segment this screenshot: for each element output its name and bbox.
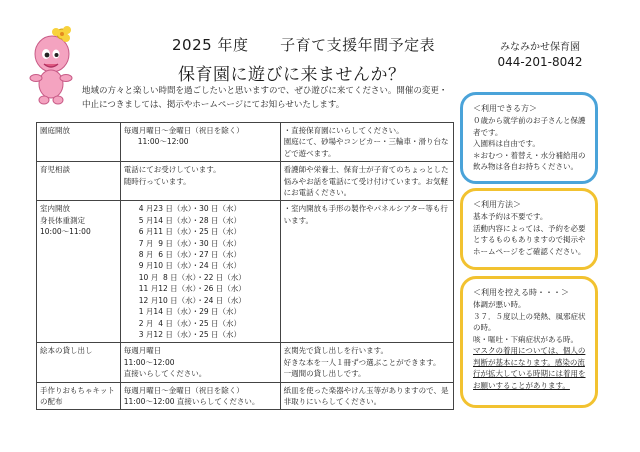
- refrain-line: 体調が悪い時。: [473, 300, 526, 309]
- note-line: ・室内開放も手形の製作やパネルシアター等も行います。: [283, 204, 448, 225]
- eligible-line: ０歳から就学前のお子さんと保護者です。: [473, 116, 586, 137]
- usage-line: 活動内容によっては、予約を必要とするものもありますので掲示やホームページをご確認ください。: [473, 223, 586, 256]
- schedule-line: 11:00～12:00 直接いらしてください。: [123, 396, 260, 406]
- refrain-box: [460, 276, 598, 408]
- note-line: 園庭にて、砂場やコンビカー・三輪車・滑り台などで遊べます。: [283, 137, 449, 158]
- mascot-illustration: [22, 24, 80, 108]
- row-schedule: [120, 123, 280, 162]
- note-line: 玄関先で貸し出しを行います。: [283, 346, 389, 356]
- table-row: [37, 201, 454, 343]
- date-line: 5 月14 日（水）・28 日（水）: [138, 215, 242, 225]
- table-row: [37, 382, 454, 410]
- usage-title: ＜利用方法＞: [473, 200, 521, 209]
- refrain-line: ３７．５度以上の発熱、風邪症状の時。: [473, 311, 586, 332]
- date-line: 4 月23 日（水）・30 日（水）: [138, 204, 242, 214]
- eligible-box: [460, 92, 598, 184]
- table-row: [37, 162, 454, 201]
- note-line: 看護師や栄養士、保育士が子育てのちょっとした悩みやお話を電話にて受け付けています。お気軽にお電話ください。: [283, 165, 449, 198]
- schedule-line: 電話にてお受けしています。: [123, 165, 221, 175]
- date-line: 8 月 6 日（水）・27 日（水）: [138, 250, 242, 260]
- page-title: [172, 34, 435, 55]
- row-name: [37, 343, 121, 382]
- row-name-text: 室内開放: [40, 204, 70, 214]
- table-row: [37, 343, 454, 382]
- row-name-sub: 身長体重測定: [40, 215, 85, 225]
- refrain-line: 咳・嘔吐・下痢症状がある時。: [473, 334, 578, 344]
- row-schedule: [120, 162, 280, 201]
- eligible-title: ＜利用できる方＞: [473, 104, 537, 113]
- eligible-line: 入園料は自由です。: [473, 139, 540, 148]
- row-name: [37, 162, 121, 201]
- headline: 保育園に遊びに来ませんか？: [178, 65, 406, 85]
- schedule-line: 11:00～12:00: [137, 137, 189, 147]
- date-line: 12 月10 日（水）・24 日（水）: [138, 295, 246, 305]
- row-name-sub: 10:00～11:00: [40, 227, 91, 237]
- refrain-underlined-note: マスクの着用については、個人の判断が基本になります。感染の流行が拡大している時期には着用をお願いすることがあります。: [473, 346, 586, 390]
- row-dates: [120, 201, 280, 343]
- date-line: 3 月12 日（水）・25 日（水）: [138, 329, 242, 339]
- date-line: 7 月 9 日（水）・30 日（水）: [138, 238, 242, 248]
- schedule-line: 毎週月曜日～金曜日（祝日を除く）: [123, 385, 244, 395]
- schedule-line: 毎週月曜日: [123, 346, 162, 356]
- row-name-text: 育児相談: [40, 165, 70, 175]
- schedule-line: 随時行っています。: [123, 176, 191, 186]
- row-name: [37, 382, 121, 410]
- usage-box: [460, 188, 598, 270]
- row-notes: [280, 343, 453, 382]
- date-line: 6 月11 日（水）・25 日（水）: [138, 227, 242, 237]
- date-line: 9 月10 日（水）・24 日（水）: [138, 261, 242, 271]
- schedule-line: 直接いらしてください。: [123, 369, 207, 379]
- note-line: 好きな本を一人１冊ずつ選ぶことができます。: [283, 357, 441, 367]
- schedule-table: [36, 122, 454, 410]
- intro-text: 地域の方々と楽しい時間を過ごしたいと思いますので、ぜひ遊びに来てください。開催の変更・中止につきましては、掲示やホームページにてお知らせいたします。: [82, 86, 448, 110]
- title-text: 子育て支援年間予定表: [280, 36, 436, 54]
- schedule-line: 毎週月曜日～金曜日（祝日を除く）: [123, 126, 244, 135]
- row-name-text: 手作りおもちゃキットの配布: [40, 385, 115, 406]
- row-name: [37, 123, 121, 162]
- eligible-line: ＊おむつ・着替え・水分補給用の飲み物は各自お持ちください。: [473, 150, 586, 171]
- row-name-text: 園庭開放: [40, 126, 70, 135]
- note-line: 一週間の貸し出しです。: [283, 369, 366, 379]
- note-line: 紙皿を使った楽器やけん玉等がありますので、是非取りにいらしてください。: [283, 385, 449, 406]
- date-line: 11 月12 日（水）・26 日（水）: [138, 284, 246, 294]
- refrain-title: ＜利用を控える時・・・＞: [473, 288, 569, 297]
- row-name-text: 絵本の貸し出し: [40, 346, 93, 356]
- row-notes: [280, 123, 453, 162]
- row-notes: [280, 162, 453, 201]
- row-schedule: [120, 343, 280, 382]
- nursery-name: みなみかせ保育園: [500, 42, 580, 53]
- title-year: 2025 年度: [172, 36, 249, 54]
- date-line: 2 月 4 日（水）・25 日（水）: [138, 318, 242, 328]
- table-row: [37, 123, 454, 162]
- row-schedule: [120, 382, 280, 410]
- note-line: ・直接保育園にいらしてください。: [283, 126, 404, 135]
- row-notes: [280, 382, 453, 410]
- schedule-line: 11:00～12:00: [123, 357, 175, 367]
- row-notes: [280, 201, 453, 343]
- nursery-phone: 044-201-8042: [497, 55, 583, 69]
- usage-line: 基本予約は不要です。: [473, 212, 548, 221]
- date-line: 1 月14 日（水）・29 日（水）: [138, 307, 242, 317]
- row-name: [37, 201, 121, 343]
- date-line: 10 月 8 日（水）・22 日（水）: [138, 272, 246, 282]
